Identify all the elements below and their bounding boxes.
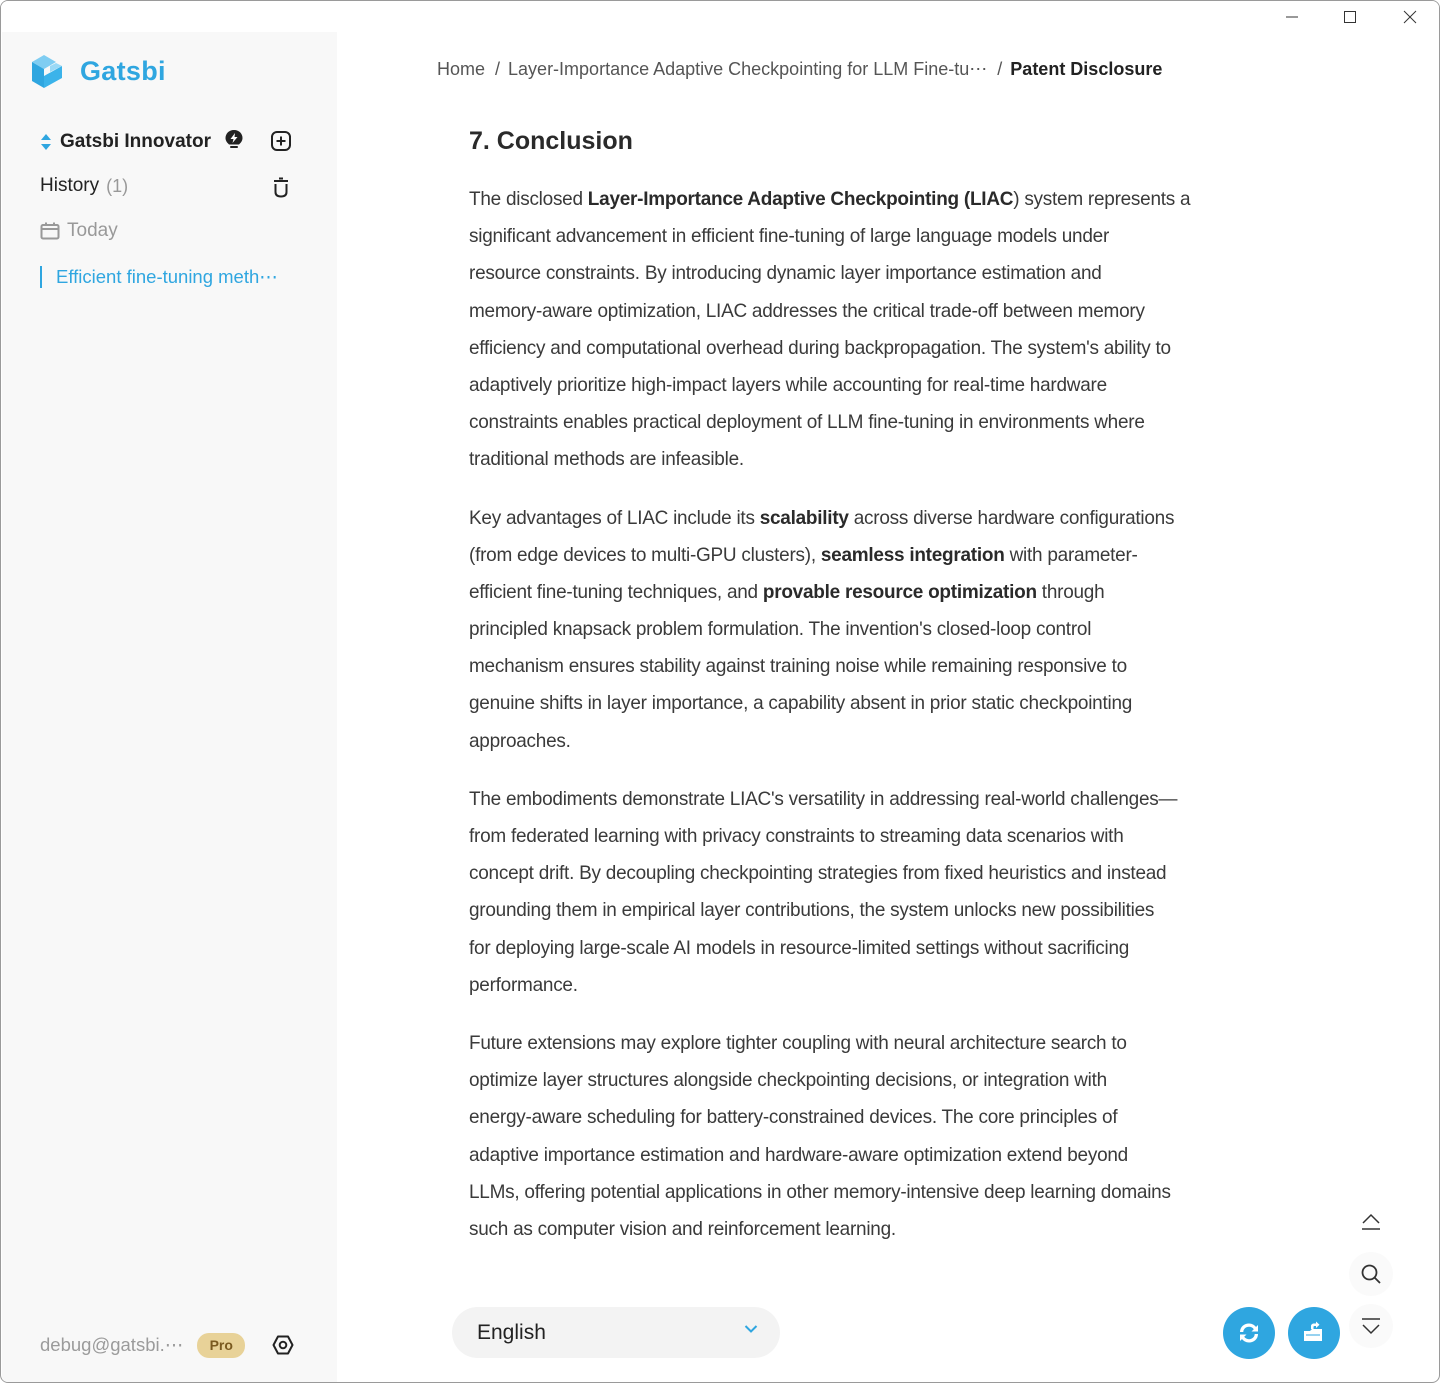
text-line: [469, 404, 1309, 441]
text-line: [469, 1137, 1309, 1174]
settings-button[interactable]: [270, 1332, 296, 1358]
bold-text: scalability: [759, 507, 849, 529]
breadcrumb-current: Patent Disclosure: [1010, 59, 1163, 79]
text-segment: from federated learning with privacy constraints to streaming data scenarios with: [469, 826, 1124, 847]
text-segment: resource constraints. By introducing dynamic layer importance estimation and: [469, 263, 1102, 285]
scroll-top-icon: [1360, 1212, 1382, 1232]
paragraph: [469, 181, 1319, 479]
text-segment: mechanism ensures stability against training noise while remaining responsive to: [469, 656, 1127, 678]
text-segment: constraints enables practical deployment of LLM fine-tuning in environments where: [469, 412, 1145, 434]
text-line: [469, 1211, 1309, 1248]
text-segment: ) system represents a: [1013, 189, 1191, 210]
text-segment: with parameter-: [1004, 544, 1138, 566]
text-segment: Key advantages of LIAC include its: [469, 507, 760, 529]
trash-icon: [271, 177, 291, 199]
sidebar: [2, 32, 337, 1383]
close-icon: [1403, 10, 1417, 24]
text-line: [469, 1099, 1309, 1136]
breadcrumb-parent[interactable]: Layer-Importance Adaptive Checkpointing for LLM Fine-tu⋯: [508, 59, 988, 79]
document-body: [469, 181, 1319, 1248]
bold-text: provable resource optimization: [762, 581, 1037, 603]
breadcrumb-separator: /: [495, 59, 501, 79]
regenerate-button[interactable]: [1223, 1307, 1275, 1359]
text-line: [469, 255, 1309, 292]
title-bar: [1, 1, 1439, 32]
text-line: [469, 1025, 1309, 1062]
text-segment: memory-aware optimization, LIAC addresses the critical trade-off between memory: [469, 300, 1145, 322]
app-logo[interactable]: [28, 52, 166, 90]
text-line: [469, 500, 1309, 537]
idea-button[interactable]: [221, 127, 247, 153]
language-select[interactable]: [452, 1307, 780, 1358]
minimize-icon: [1285, 10, 1299, 24]
bold-text: Layer-Importance Adaptive Checkpointing (LIAC: [587, 189, 1014, 210]
plus-square-icon: [270, 130, 292, 152]
text-segment: principled knapsack problem formulation. The invention's closed-loop control: [469, 619, 1092, 641]
history-group-label: Today: [67, 220, 118, 241]
text-line: [469, 818, 1309, 855]
text-line: [469, 781, 1309, 818]
text-segment: Future extensions may explore tighter coupling with neural architecture search to: [469, 1032, 1127, 1054]
text-segment: grounding them in empirical layer contributions, the system unlocks new possibilities: [469, 900, 1155, 922]
paragraph: [469, 500, 1319, 760]
text-line: [469, 330, 1309, 367]
language-value: English: [477, 1320, 546, 1344]
text-line: [469, 723, 1309, 760]
text-line: [469, 855, 1309, 892]
text-segment: across diverse hardware configurations: [848, 507, 1175, 529]
text-line: [469, 293, 1309, 330]
text-segment: optimize layer structures alongside checkpointing decisions, or integration with: [469, 1070, 1107, 1092]
gatsbi-logo-icon: [28, 52, 66, 90]
text-line: [469, 1174, 1309, 1211]
text-line: [469, 611, 1309, 648]
text-line: [469, 967, 1309, 1004]
text-segment: The disclosed: [469, 189, 588, 210]
paragraph: [469, 781, 1319, 1004]
history-count: (1): [106, 175, 129, 196]
text-segment: significant advancement in efficient fine-tuning of large language models under: [469, 226, 1110, 248]
calendar-icon: [40, 222, 60, 240]
plan-badge: Pro: [197, 1333, 245, 1358]
minimize-button[interactable]: [1263, 1, 1321, 32]
sort-arrows-icon: [40, 133, 52, 151]
app-name: Gatsbi: [80, 55, 166, 86]
search-icon: [1360, 1263, 1382, 1285]
text-segment: LLMs, offering potential applications in other memory-intensive deep learning domains: [469, 1181, 1171, 1203]
text-segment: traditional methods are infeasible.: [469, 449, 744, 471]
text-segment: performance.: [469, 974, 578, 996]
breadcrumb-separator: /: [997, 59, 1003, 79]
text-segment: adaptive importance estimation and hardware-aware optimization extend beyond: [469, 1144, 1128, 1166]
text-segment: The embodiments demonstrate LIAC's versatility in addressing real-world challenges—: [469, 788, 1178, 810]
text-line: [469, 685, 1309, 722]
breadcrumb-home[interactable]: Home: [437, 59, 486, 79]
text-line: [469, 648, 1309, 685]
clear-history-button[interactable]: [268, 175, 294, 201]
workspace-switcher[interactable]: [40, 128, 300, 156]
workspace-name: Gatsbi Innovator: [60, 131, 211, 152]
maximize-icon: [1343, 10, 1357, 24]
text-segment: adaptively prioritize high-impact layers while accounting for real-time hardware: [469, 374, 1107, 396]
history-group-today: [40, 220, 118, 242]
text-segment: through: [1036, 581, 1105, 603]
history-item[interactable]: Efficient fine-tuning meth⋯: [40, 266, 278, 288]
user-email[interactable]: debug@gatsbi.⋯: [40, 1334, 184, 1355]
text-line: [469, 574, 1309, 611]
paragraph: [469, 1025, 1319, 1248]
breadcrumb: [437, 59, 1162, 80]
text-segment: genuine shifts in layer importance, a capability absent in prior static checkpointing: [469, 693, 1133, 715]
search-button[interactable]: [1349, 1252, 1393, 1296]
text-line: [469, 218, 1309, 255]
history-label: History: [40, 175, 100, 196]
text-line: [469, 930, 1309, 967]
folder-export-icon: [1300, 1319, 1328, 1347]
maximize-button[interactable]: [1321, 1, 1379, 32]
export-button[interactable]: [1288, 1307, 1340, 1359]
text-line: [469, 1062, 1309, 1099]
text-segment: such as computer vision and reinforcement learning.: [469, 1218, 896, 1240]
bold-text: seamless integration: [820, 544, 1005, 566]
text-line: [469, 892, 1309, 929]
text-segment: (from edge devices to multi-GPU clusters),: [469, 544, 821, 566]
lightbulb-bolt-icon: [224, 129, 244, 151]
scroll-to-top-button[interactable]: [1349, 1200, 1393, 1244]
text-line: [469, 441, 1309, 478]
chevron-down-icon: [744, 1324, 758, 1334]
text-segment: efficient fine-tuning techniques, and: [469, 581, 763, 603]
text-line: [469, 537, 1309, 574]
new-chat-button[interactable]: [268, 128, 294, 154]
settings-hexagon-icon: [272, 1334, 294, 1356]
text-segment: concept drift. By decoupling checkpointing strategies from fixed heuristics and instead: [469, 863, 1167, 885]
document-content: [469, 121, 1319, 1286]
text-segment: energy-aware scheduling for battery-constrained devices. The core principles of: [469, 1107, 1118, 1129]
text-line: [469, 367, 1309, 404]
scroll-to-bottom-button[interactable]: [1349, 1304, 1393, 1348]
text-segment: efficiency and computational overhead during backpropagation. The system's ability to: [469, 337, 1171, 359]
text-segment: approaches.: [469, 730, 571, 752]
refresh-icon: [1235, 1319, 1263, 1347]
section-heading: 7. Conclusion: [469, 127, 633, 155]
text-segment: for deploying large-scale AI models in resource-limited settings without sacrificing: [469, 937, 1130, 959]
close-button[interactable]: [1381, 1, 1439, 32]
history-header: [40, 175, 128, 197]
text-line: [469, 181, 1309, 218]
scroll-bottom-icon: [1360, 1316, 1382, 1336]
